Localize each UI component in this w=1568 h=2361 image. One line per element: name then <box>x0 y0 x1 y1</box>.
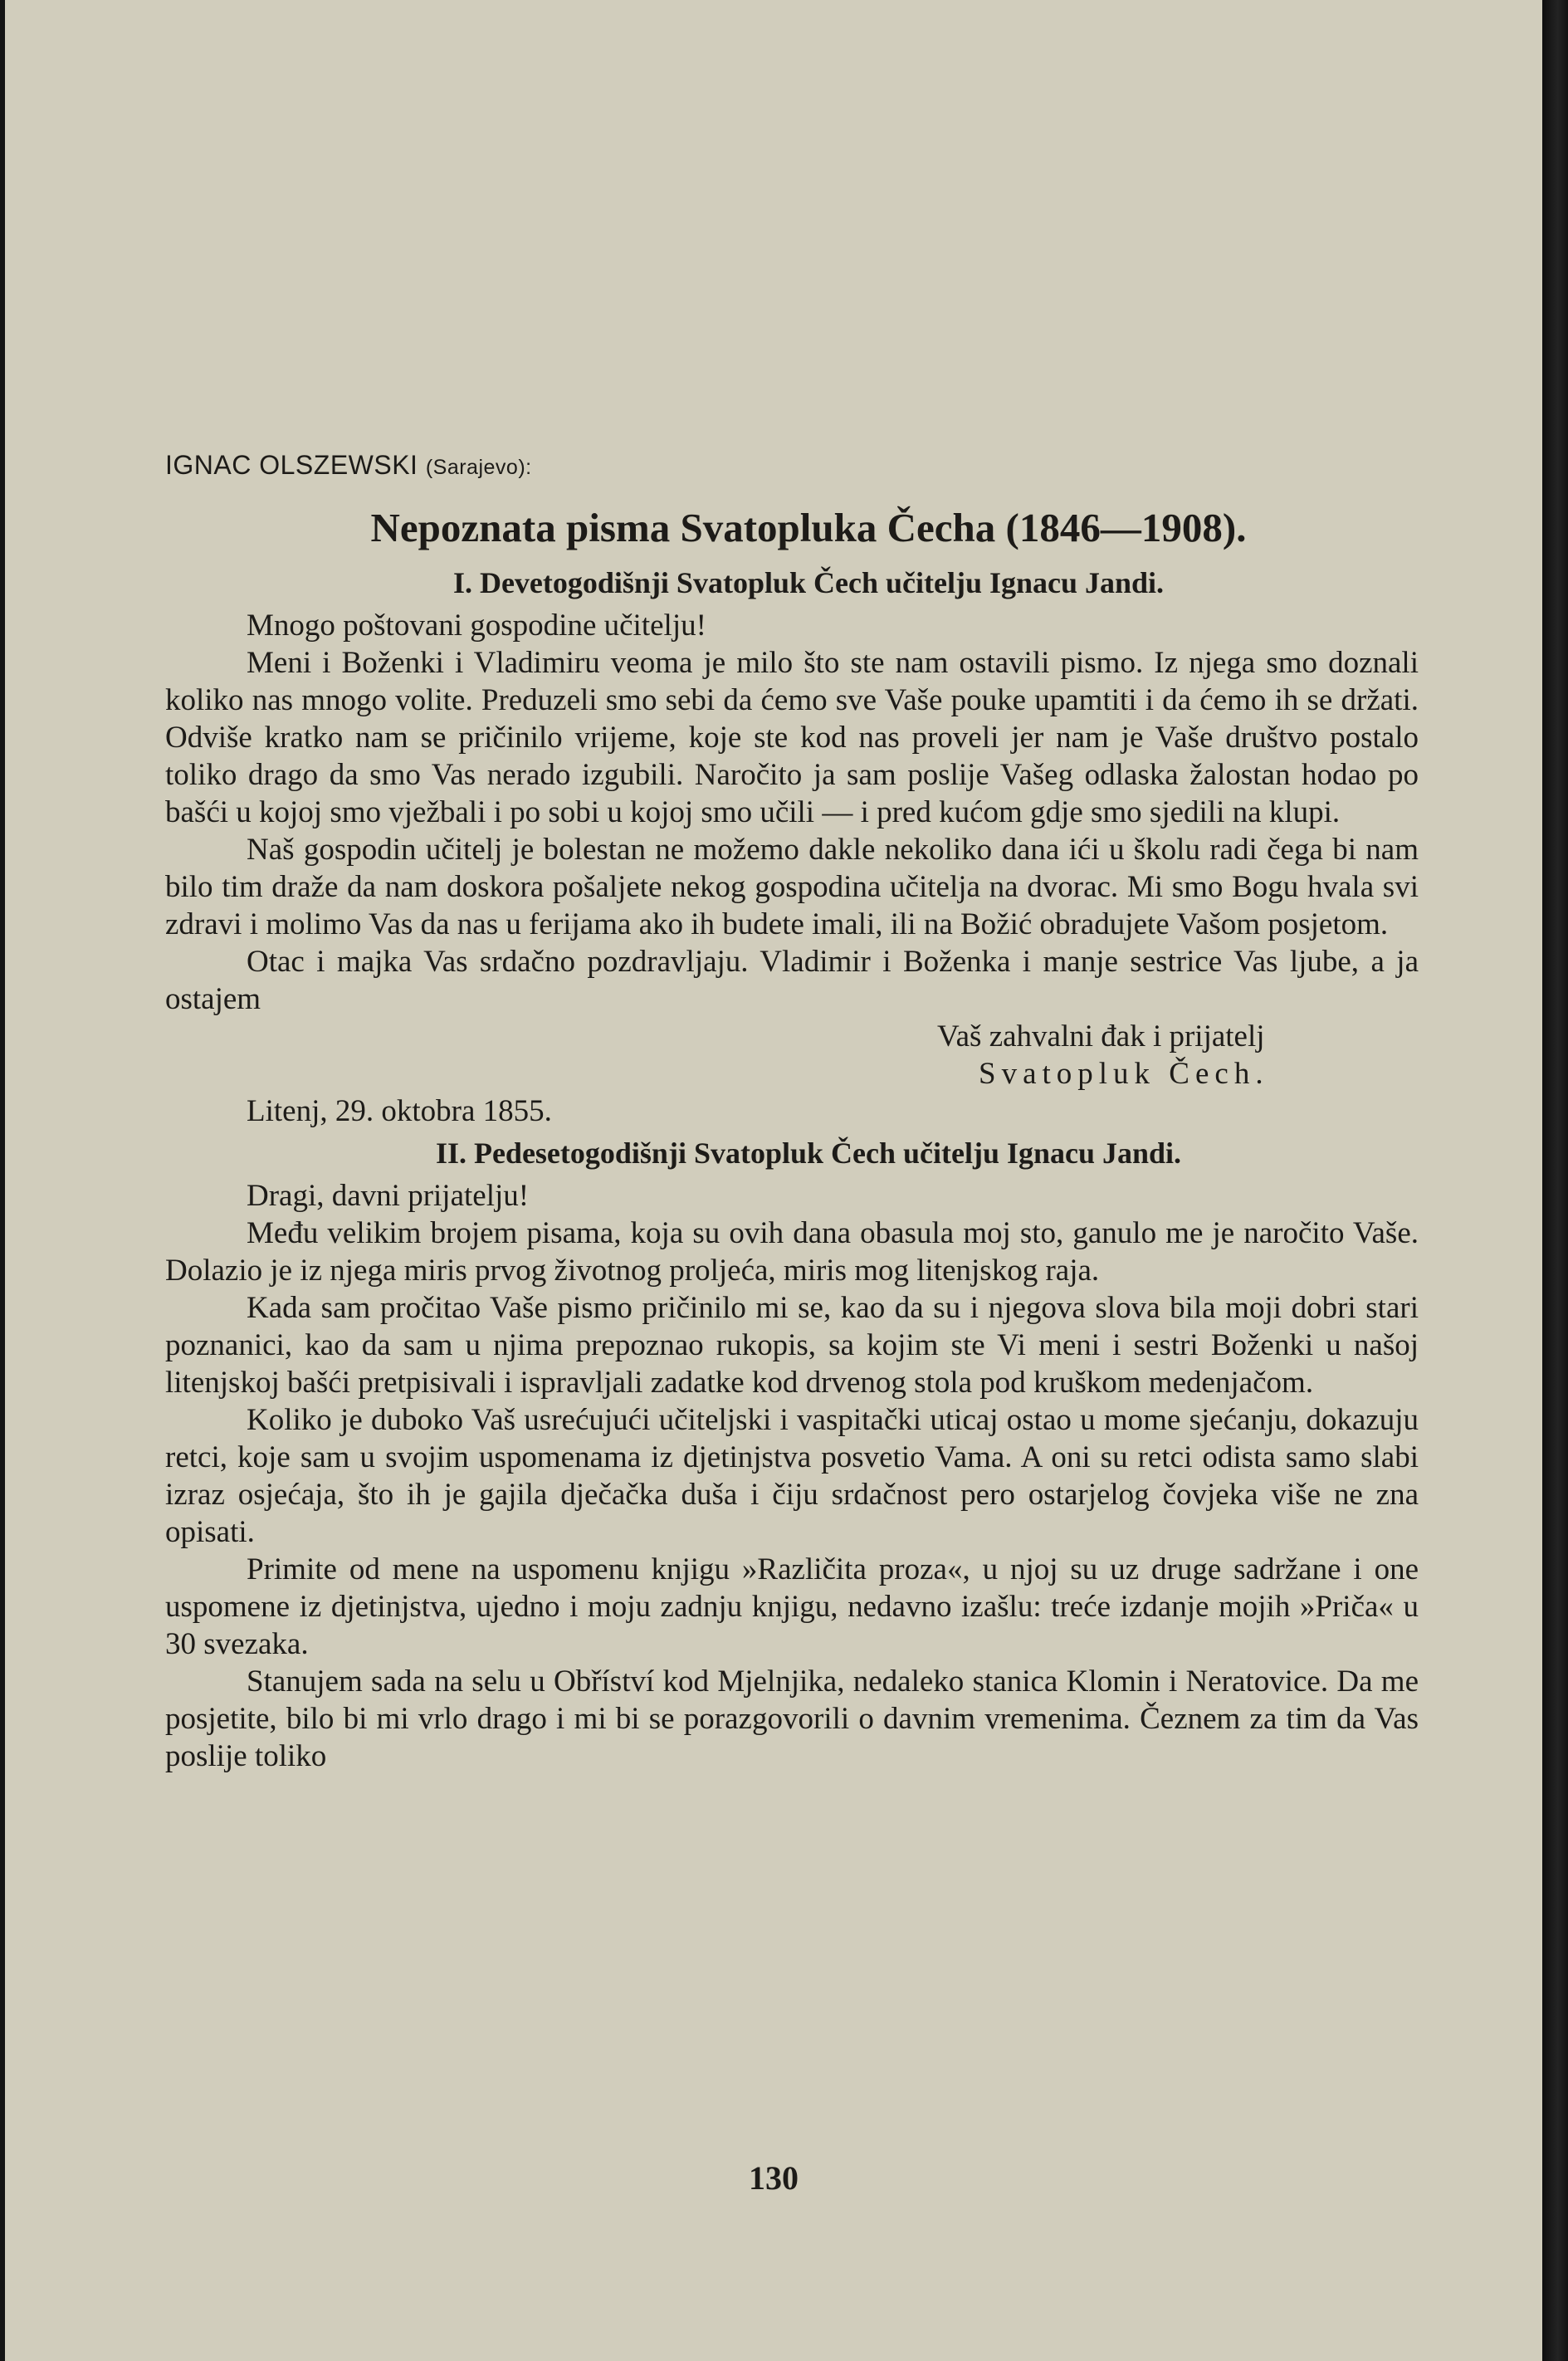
letter2-paragraph: Koliko je duboko Vaš usrećujući učiteljski i vaspitački uticaj ostao u mome sjećanju, dokazuju retci, koje sam u svojim uspomenama iz djetinjstva posvetio Vama. A oni su retci odista samo slabi izraz osjećaja, što ih je gajila dječačka duša i čiju srdačnost pero ostarjelog čovjeka više ne zna opisati. <box>165 1403 1419 1549</box>
letter1-closing: Vaš zahvalni đak i prijatelj <box>937 1019 1265 1053</box>
letter1-paragraph: Meni i Boženki i Vladimiru veoma je milo što ste nam ostavili pismo. Iz njega smo doznali koliko nas mnogo volite. Preduzeli smo sebi da ćemo sve Vaše pouke upamtiti i da ćemo ih se držati. Odviše kratko nam se pričinilo vrijeme, koje ste kod nas proveli jer nam je Vaše društvo postalo toliko drago da smo Vas nerado izgubili. Naročito ja sam poslije Vašeg odlaska žalostan hodao po bašći u kojoj smo vježbali i po sobi u kojoj smo učili — i pred kućom gdje smo sjedili na klupi. <box>165 646 1419 829</box>
letter2-paragraph: Među velikim brojem pisama, koja su ovih dana obasula moj sto, ganulo me je naročito Vaše. Dolazio je iz njega miris prvog životnog proljeća, miris mog litenjskog raja. <box>165 1216 1419 1288</box>
book-page <box>5 0 1542 2361</box>
book-spine-edge <box>1542 0 1568 2361</box>
author-name: IGNAC OLSZEWSKI <box>165 450 418 480</box>
author-line <box>165 447 1419 486</box>
letter2-paragraph: Primite od mene na uspomenu knjigu »Različita proza«, u njoj su uz druge sadržane i one uspomene iz djetinjstva, ujedno i moju zadnju knjigu, nedavno izašlu: treće izdanje mojih »Priča« u 30 svezaka. <box>165 1552 1419 1661</box>
letter2-paragraph: Kada sam pročitao Vaše pismo pričinilo mi se, kao da su i njegova slova bila moji dobri stari poznanici, kao da sam u njima prepoznao rukopis, sa kojim ste Vi meni i sestri Boženki u našoj litenjskoj bašći pretpisivali i ispravljali zadatke kod drvenog stola pod kruškom medenjačom. <box>165 1291 1419 1400</box>
page-number: 130 <box>749 2159 799 2197</box>
letter1-paragraph: Naš gospodin učitelj je bolestan ne možemo dakle nekoliko dana ići u školu radi čega bi nam bilo tim draže da nam doskora pošaljete nekog gospodina učitelja na dvorac. Mi smo Bogu hvala svi zdravi i molimo Vas da nas u ferijama ako ih budete imali, ili na Božić obradujete Vašom posjetom. <box>165 833 1419 941</box>
letter2-paragraph: Stanujem sada na selu u Obříství kod Mjelnjika, nedaleko stanica Klomin i Neratovice. Da me posjetite, bilo bi mi vrlo drago i mi bi se porazgovorili o davnim vremenima. Čeznem za tim da Vas poslije toliko <box>165 1664 1419 1773</box>
letter1-signature: Svatopluk Čech. <box>979 1057 1269 1091</box>
letter1-paragraph: Otac i majka Vas srdačno pozdravljaju. Vladimir i Boženka i manje sestrice Vas ljube, a ja ostajem <box>165 945 1419 1016</box>
page-text <box>165 447 1419 1775</box>
article-title: Nepoznata pisma Svatopluka Čecha (1846—1908). <box>370 505 1247 550</box>
letter2-heading: II. Pedesetogodišnji Svatopluk Čech učitelju Ignacu Jandi. <box>435 1137 1182 1170</box>
letter1-salutation: Mnogo poštovani gospodine učitelju! <box>247 609 706 643</box>
author-city: (Sarajevo): <box>425 456 532 479</box>
letter2-salutation: Dragi, davni prijatelju! <box>247 1179 530 1213</box>
letter1-heading: I. Devetogodišnji Svatopluk Čech učitelju Ignacu Jandi. <box>452 566 1165 599</box>
letter1-date: Litenj, 29. oktobra 1855. <box>247 1094 552 1128</box>
